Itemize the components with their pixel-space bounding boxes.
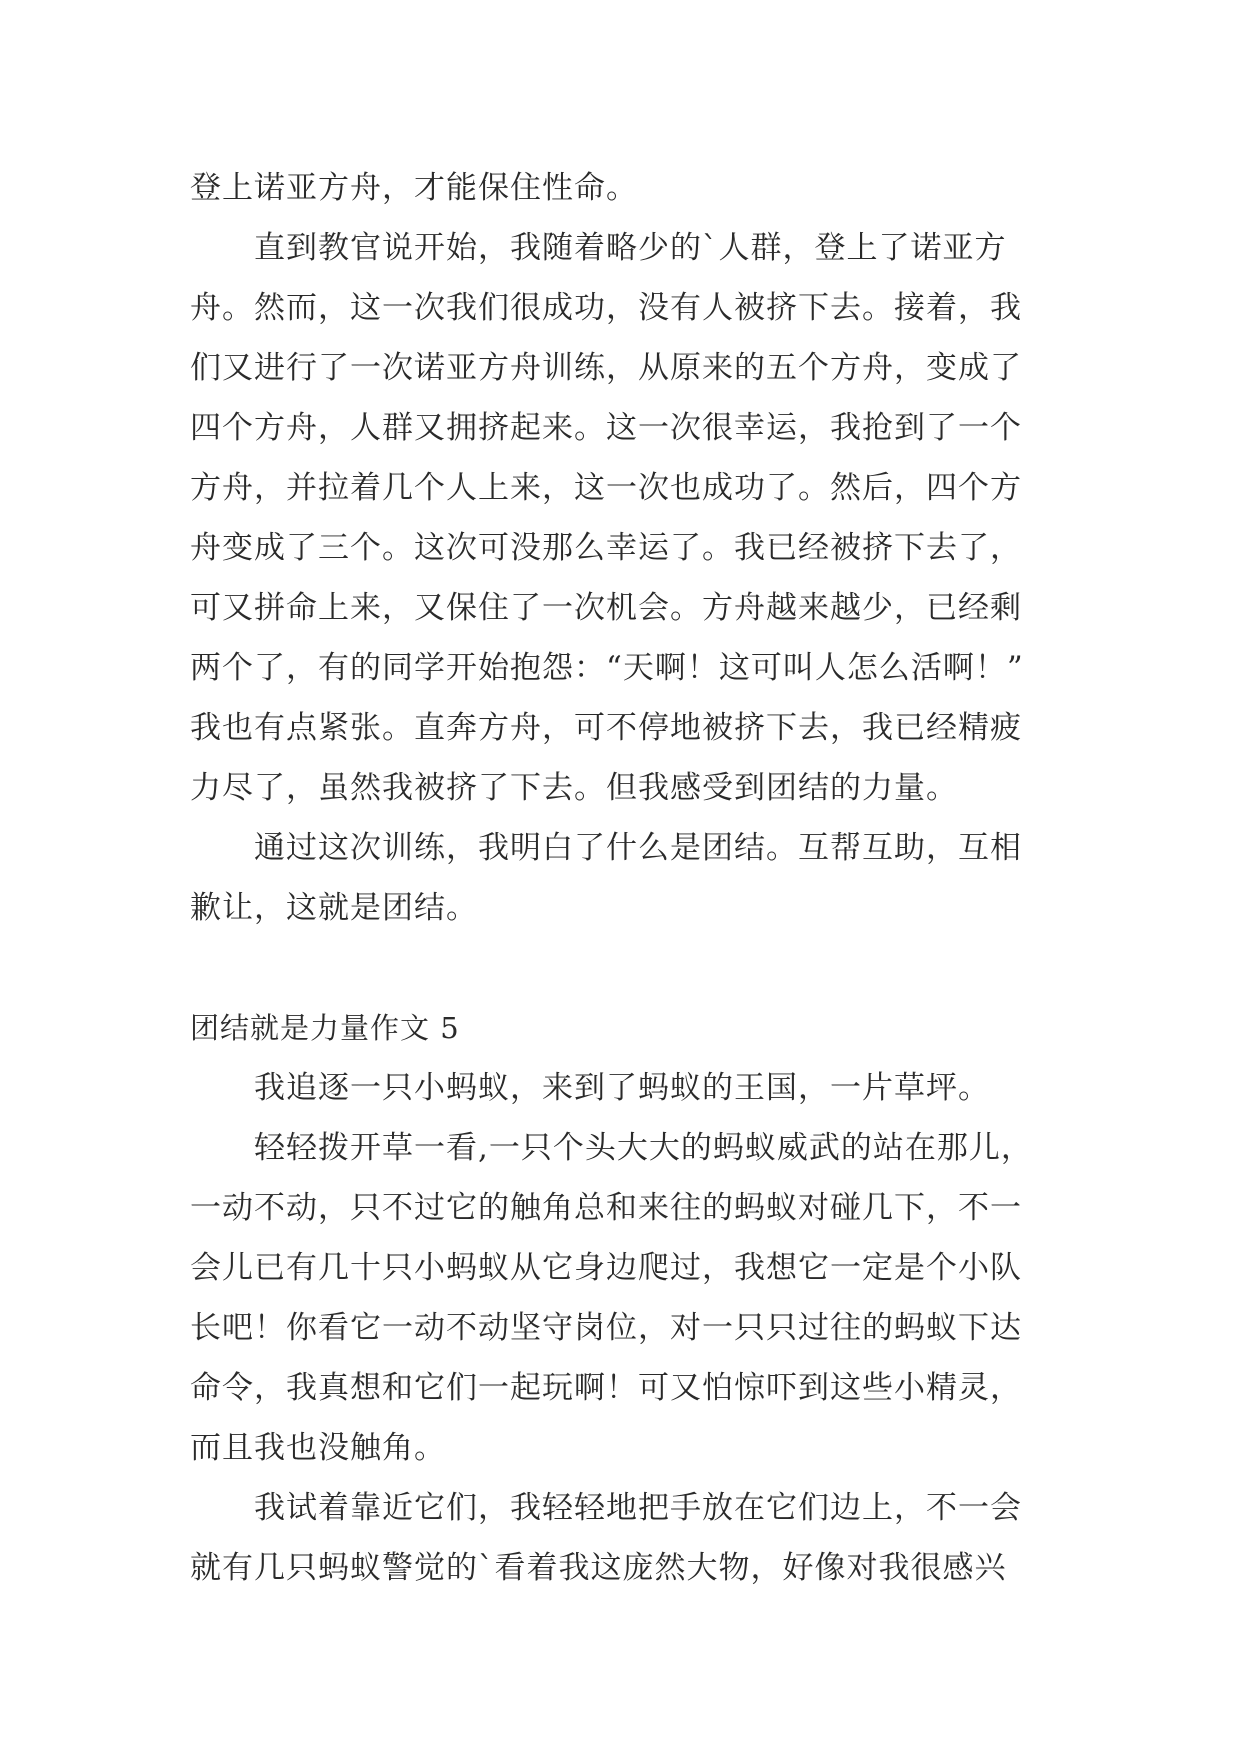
paragraph-ant-approach — [190, 1478, 1060, 1598]
text-line: 们又进行了一次诺亚方舟训练，从原来的五个方舟，变成了 — [190, 350, 1022, 386]
essay-heading: 团结就是力量作文 5 — [190, 1011, 460, 1045]
text-line: 就有几只蚂蚁警觉的`看着我这庞然大物，好像对我很感兴 — [190, 1550, 1007, 1586]
text-line: 登上诺亚方舟，才能保住性命。 — [190, 170, 638, 206]
text-line: 轻轻拨开草一看,一只个头大大的蚂蚁威武的站在那儿， — [254, 1130, 1033, 1166]
text-line: 我试着靠近它们，我轻轻地把手放在它们边上，不一会 — [254, 1490, 1022, 1526]
paragraph-training — [190, 218, 1060, 818]
section-spacer — [190, 938, 1060, 998]
paragraph-ant-captain — [190, 1118, 1060, 1478]
text-line: 我也有点紧张。直奔方舟，可不停地被挤下去，我已经精疲 — [190, 710, 1022, 746]
text-line: 两个了，有的同学开始抱怨：“天啊！这可叫人怎么活啊！” — [190, 650, 1024, 686]
paragraph-conclusion — [190, 818, 1060, 938]
text-line: 方舟，并拉着几个人上来，这一次也成功了。然后，四个方 — [190, 470, 1022, 506]
text-line: 通过这次训练，我明白了什么是团结。互帮互助，互相 — [254, 830, 1022, 866]
text-line: 而且我也没触角。 — [190, 1430, 446, 1466]
text-line: 会儿已有几十只小蚂蚁从它身边爬过，我想它一定是个小队 — [190, 1250, 1022, 1286]
text-line: 舟变成了三个。这次可没那么幸运了。我已经被挤下去了， — [190, 530, 1022, 566]
text-line: 可又拼命上来，又保住了一次机会。方舟越来越少，已经剩 — [190, 590, 1022, 626]
text-line: 命令，我真想和它们一起玩啊！可又怕惊吓到这些小精灵， — [190, 1370, 1022, 1406]
text-line: 歉让，这就是团结。 — [190, 890, 478, 926]
paragraph-ant-intro — [190, 1058, 1060, 1118]
text-line: 力尽了，虽然我被挤了下去。但我感受到团结的力量。 — [190, 770, 958, 806]
text-line: 长吧！你看它一动不动坚守岗位，对一只只过往的蚂蚁下达 — [190, 1310, 1022, 1346]
text-line: 我追逐一只小蚂蚁，来到了蚂蚁的王国，一片草坪。 — [254, 1070, 990, 1106]
text-line: 一动不动，只不过它的触角总和来往的蚂蚁对碰几下，不一 — [190, 1190, 1022, 1226]
text-line: 舟。然而，这一次我们很成功，没有人被挤下去。接着，我 — [190, 290, 1022, 326]
document-page — [190, 158, 1060, 1598]
paragraph-continued — [190, 158, 1060, 218]
text-line: 直到教官说开始，我随着略少的`人群，登上了诺亚方 — [254, 230, 1007, 266]
text-line: 四个方舟，人群又拥挤起来。这一次很幸运，我抢到了一个 — [190, 410, 1022, 446]
